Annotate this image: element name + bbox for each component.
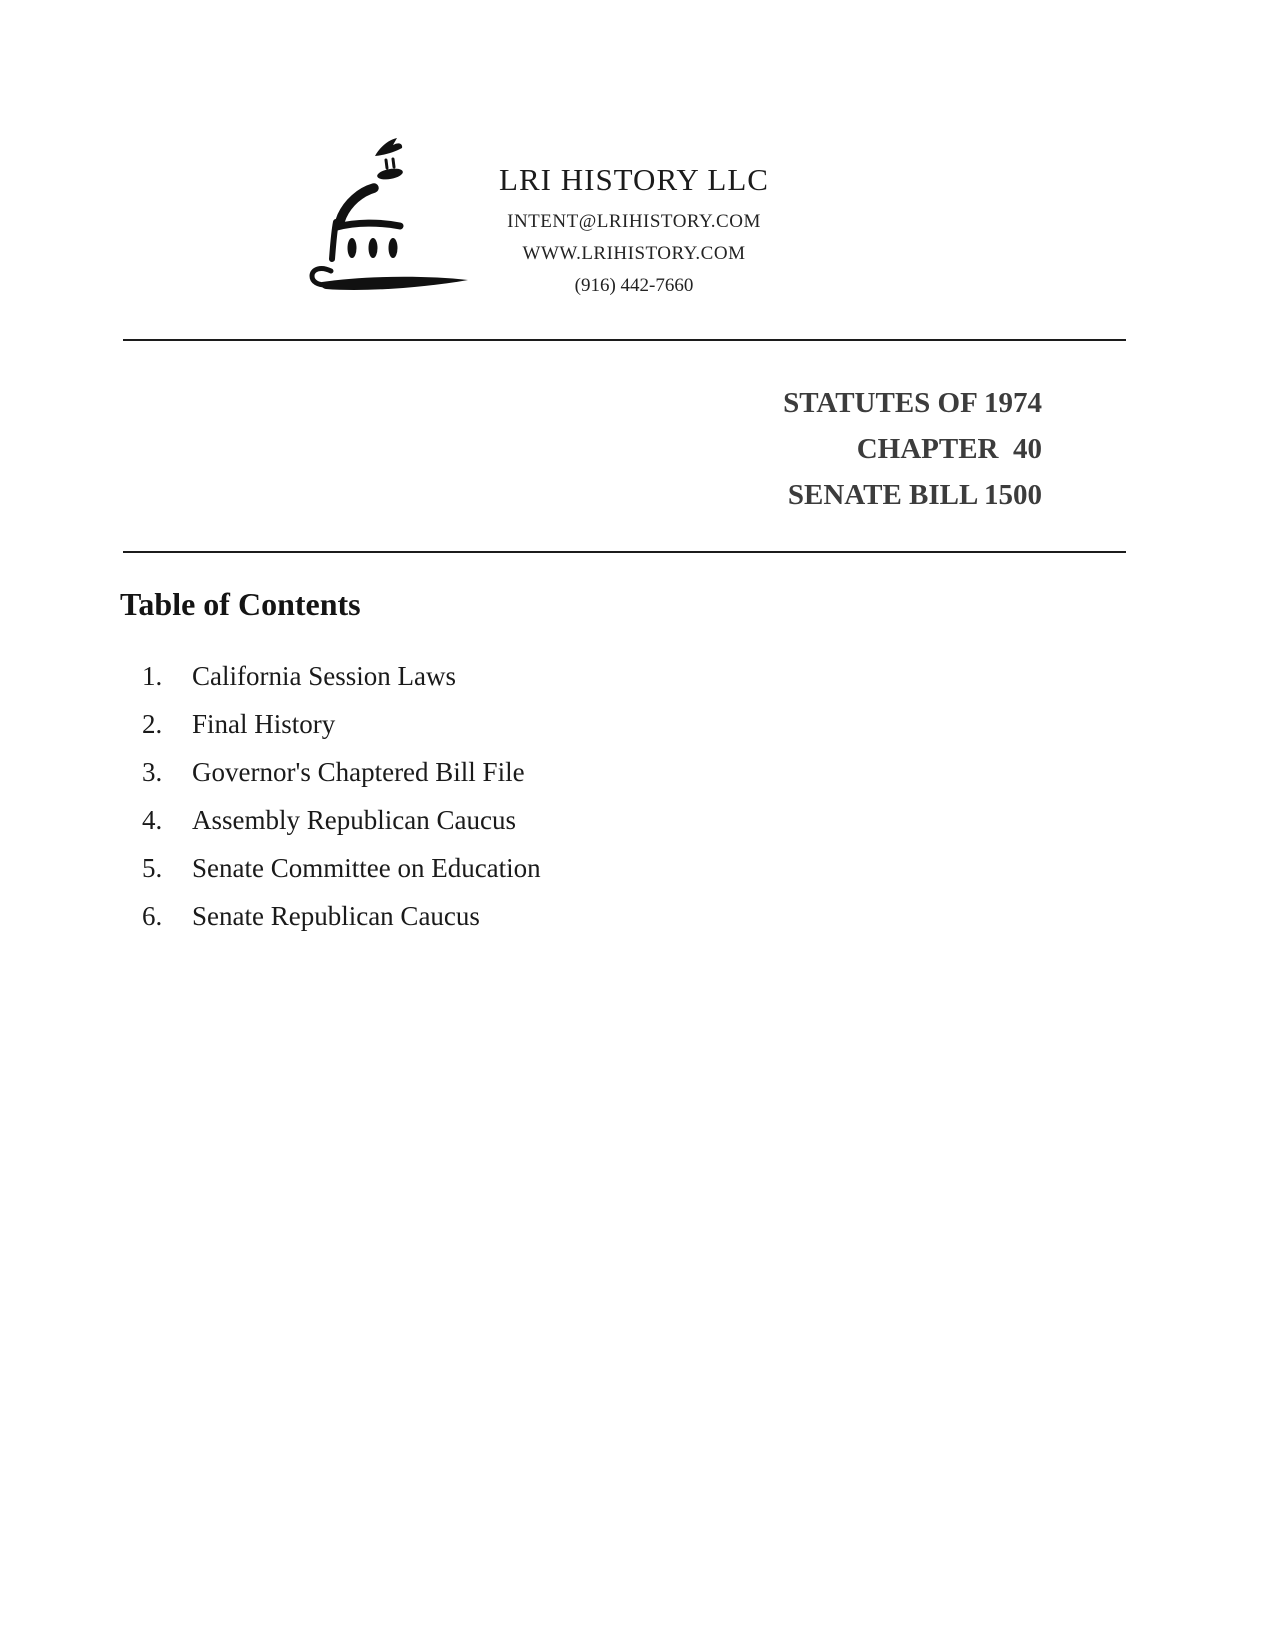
logo-left-wall [332,222,336,259]
letterhead [434,162,834,297]
toc-item-label: Assembly Republican Caucus [192,804,516,835]
toc-item [142,844,541,892]
toc-list [142,652,541,940]
toc-item-number: 3. [142,756,163,787]
toc-item-number: 5. [142,852,163,883]
company-email: INTENT@LRIHISTORY.COM [507,211,761,232]
logo-column-1 [348,238,357,258]
divider-bottom [123,551,1126,553]
divider-top [123,339,1126,341]
toc-item-number: 6. [142,900,163,931]
logo-ticks [386,159,394,168]
company-website: WWW.LRIHISTORY.COM [522,243,746,264]
toc-title: Table of Contents [120,586,361,622]
toc-item-label: Senate Republican Caucus [192,900,480,931]
chapter-line: CHAPTER 40 [856,433,1042,465]
toc-item-number: 1. [142,660,163,691]
statutes-line: STATUTES OF 1974 [783,387,1042,419]
toc-item [142,652,541,700]
toc-item-label: Final History [192,708,336,739]
toc-item-label: California Session Laws [192,660,456,691]
logo-lantern [376,167,403,181]
logo-flag [375,138,402,156]
logo-cornice [337,223,400,227]
toc-item-number: 2. [142,708,163,739]
logo-column-2 [369,238,378,258]
bill-reference-block [783,380,1042,518]
toc-item-label: Senate Committee on Education [192,852,541,883]
toc-item [142,748,541,796]
toc-item [142,892,541,940]
toc-item-label: Governor's Chaptered Bill File [192,756,525,787]
logo-dome-curve [339,188,374,224]
company-name: LRI HISTORY LLC [499,162,769,197]
toc-item [142,700,541,748]
toc-item-number: 4. [142,804,163,835]
toc-item [142,796,541,844]
senate-bill-line: SENATE BILL 1500 [787,479,1042,511]
logo-column-3 [389,238,398,258]
company-phone: (916) 442-7660 [574,275,694,296]
